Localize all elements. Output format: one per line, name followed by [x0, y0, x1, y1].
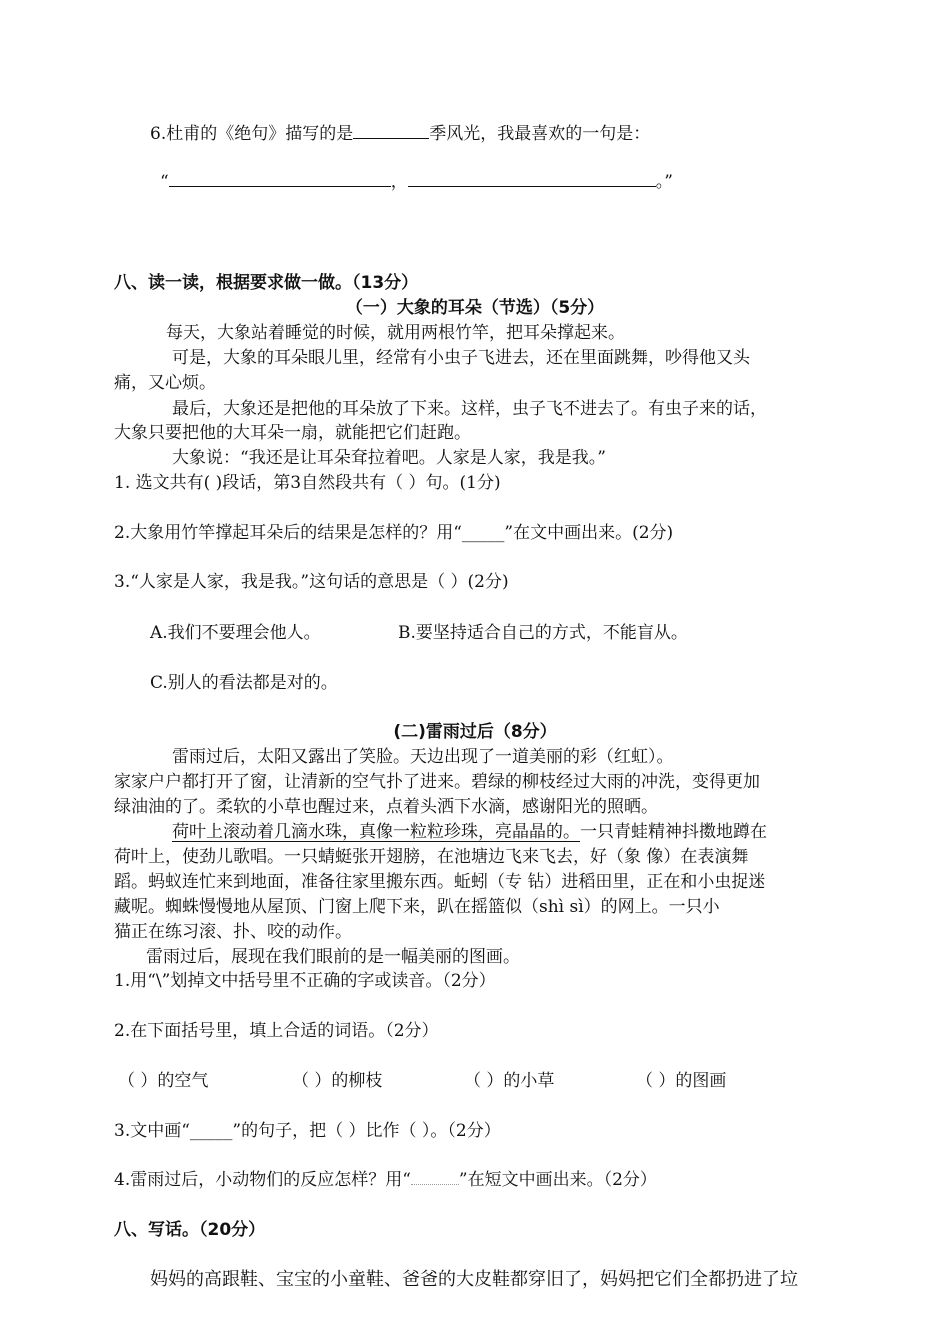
passage1-line: 大象只要把他的大耳朵一扇，就能把它们赶跑。 — [114, 423, 471, 443]
passage2-line: 蹈。蚂蚁连忙来到地面，准备往家里搬东西。蚯蚓（专 钻）进稻田里，正在和小虫捉迷 — [114, 872, 766, 892]
writing-heading: 八、写话。（20分） — [114, 1220, 266, 1240]
fill-blank-picture[interactable]: （ ）的图画 — [636, 1071, 727, 1091]
q6-line2 — [160, 170, 673, 194]
passage1-q2: 2.大象用竹竿撑起耳朵后的结果是怎样的？用“_____”在文中画出来。(2分) — [114, 523, 674, 543]
q6-comma: ， — [390, 172, 408, 192]
passage2-line: 家家户户都打开了窗，让清新的空气扑了进来。碧绿的柳枝经过大雨的冲洗，变得更加 — [114, 772, 760, 792]
passage1-line: 每天，大象站着睡觉的时候，就用两根竹竿，把耳朵撑起来。 — [166, 323, 625, 343]
wavy-line-mark — [411, 1170, 459, 1185]
q4-text-a: 4.雷雨过后，小动物们的反应怎样？用“ — [114, 1170, 411, 1190]
passage1-line: 最后，大象还是把他的耳朵放了下来。这样，虫子飞不进去了。有虫子来的话， — [172, 399, 767, 419]
q6-season-blank[interactable] — [353, 122, 429, 139]
option-a[interactable]: A.我们不要理会他人。 — [150, 623, 321, 643]
q6-mid: 季风光，我最喜欢的一句是： — [429, 124, 651, 144]
passage2-title: (二)雷雨过后（8分） — [393, 722, 557, 742]
q6-prefix: 6.杜甫的《绝句》描写的是 — [150, 124, 354, 144]
passage1-q3: 3.“人家是人家，我是我。”这句话的意思是（ ）(2分) — [114, 572, 509, 592]
q6-answer-blank-2[interactable] — [408, 170, 656, 187]
underlined-sentence: 荷叶上滚动着几滴水珠，真像一粒粒珍珠，亮晶晶的。 — [172, 822, 580, 842]
writing-prompt-line: 妈妈的高跟鞋、宝宝的小童鞋、爸爸的大皮鞋都穿旧了，妈妈把它们全都扔进了垃 — [150, 1269, 798, 1290]
option-c[interactable]: C.别人的看法都是对的。 — [150, 673, 338, 693]
passage2-line: 猫正在练习滚、扑、咬的动作。 — [114, 922, 352, 942]
q6-answer-blank-1[interactable] — [169, 170, 391, 187]
section8-heading: 八、读一读，根据要求做一做。（13分） — [114, 273, 419, 293]
passage2-q3: 3.文中画“_____”的句子，把（ ）比作（ ）。（2分） — [114, 1121, 501, 1141]
passage2-line: 雷雨过后，太阳又露出了笑脸。天边出现了一道美丽的彩（红虹）。 — [172, 747, 674, 767]
passage2-q2: 2.在下面括号里，填上合适的词语。（2分） — [114, 1021, 439, 1041]
passage1-line: 可是，大象的耳朵眼儿里，经常有小虫子飞进去，还在里面跳舞，吵得他又头 — [172, 348, 750, 368]
q6-line1 — [150, 122, 650, 146]
passage2-q1: 1.用“\”划掉文中括号里不正确的字或读音。（2分） — [114, 971, 496, 991]
option-b[interactable]: B.要坚持适合自己的方式，不能盲从。 — [398, 623, 688, 643]
q6-end: 。” — [655, 172, 673, 192]
fill-blank-grass[interactable]: （ ）的小草 — [464, 1071, 555, 1091]
passage2-line: 藏呢。蜘蛛慢慢地从屋顶、门窗上爬下来，趴在摇篮似（shì sì）的网上。一只小 — [114, 897, 720, 917]
passage2-line — [172, 820, 767, 844]
fill-blank-willow[interactable]: （ ）的柳枝 — [292, 1071, 383, 1091]
passage1-line: 痛，又心烦。 — [114, 373, 216, 393]
q6-open-quote: “ — [160, 172, 169, 192]
fill-blank-air[interactable]: （ ）的空气 — [118, 1071, 209, 1091]
passage2-q4 — [114, 1168, 657, 1192]
passage2-line: 雷雨过后，展现在我们眼前的是一幅美丽的图画。 — [146, 947, 520, 967]
passage1-q1: 1. 选文共有( )段话，第3自然段共有（ ）句。(1分) — [114, 473, 501, 493]
passage2-line-rest: 一只青蛙精神抖擞地蹲在 — [580, 822, 767, 842]
passage1-line: 大象说：“我还是让耳朵耷拉着吧。人家是人家，我是我。” — [172, 448, 606, 468]
passage1-title: （一）大象的耳朵（节选）（5分） — [345, 298, 605, 318]
q4-text-b: ”在短文中画出来。（2分） — [458, 1170, 657, 1190]
passage2-line: 荷叶上，使劲儿歌唱。一只蜻蜓张开翅膀，在池塘边飞来飞去，好（象 像）在表演舞 — [114, 847, 749, 867]
passage2-line: 绿油油的了。柔软的小草也醒过来，点着头洒下水滴，感谢阳光的照晒。 — [114, 797, 658, 817]
